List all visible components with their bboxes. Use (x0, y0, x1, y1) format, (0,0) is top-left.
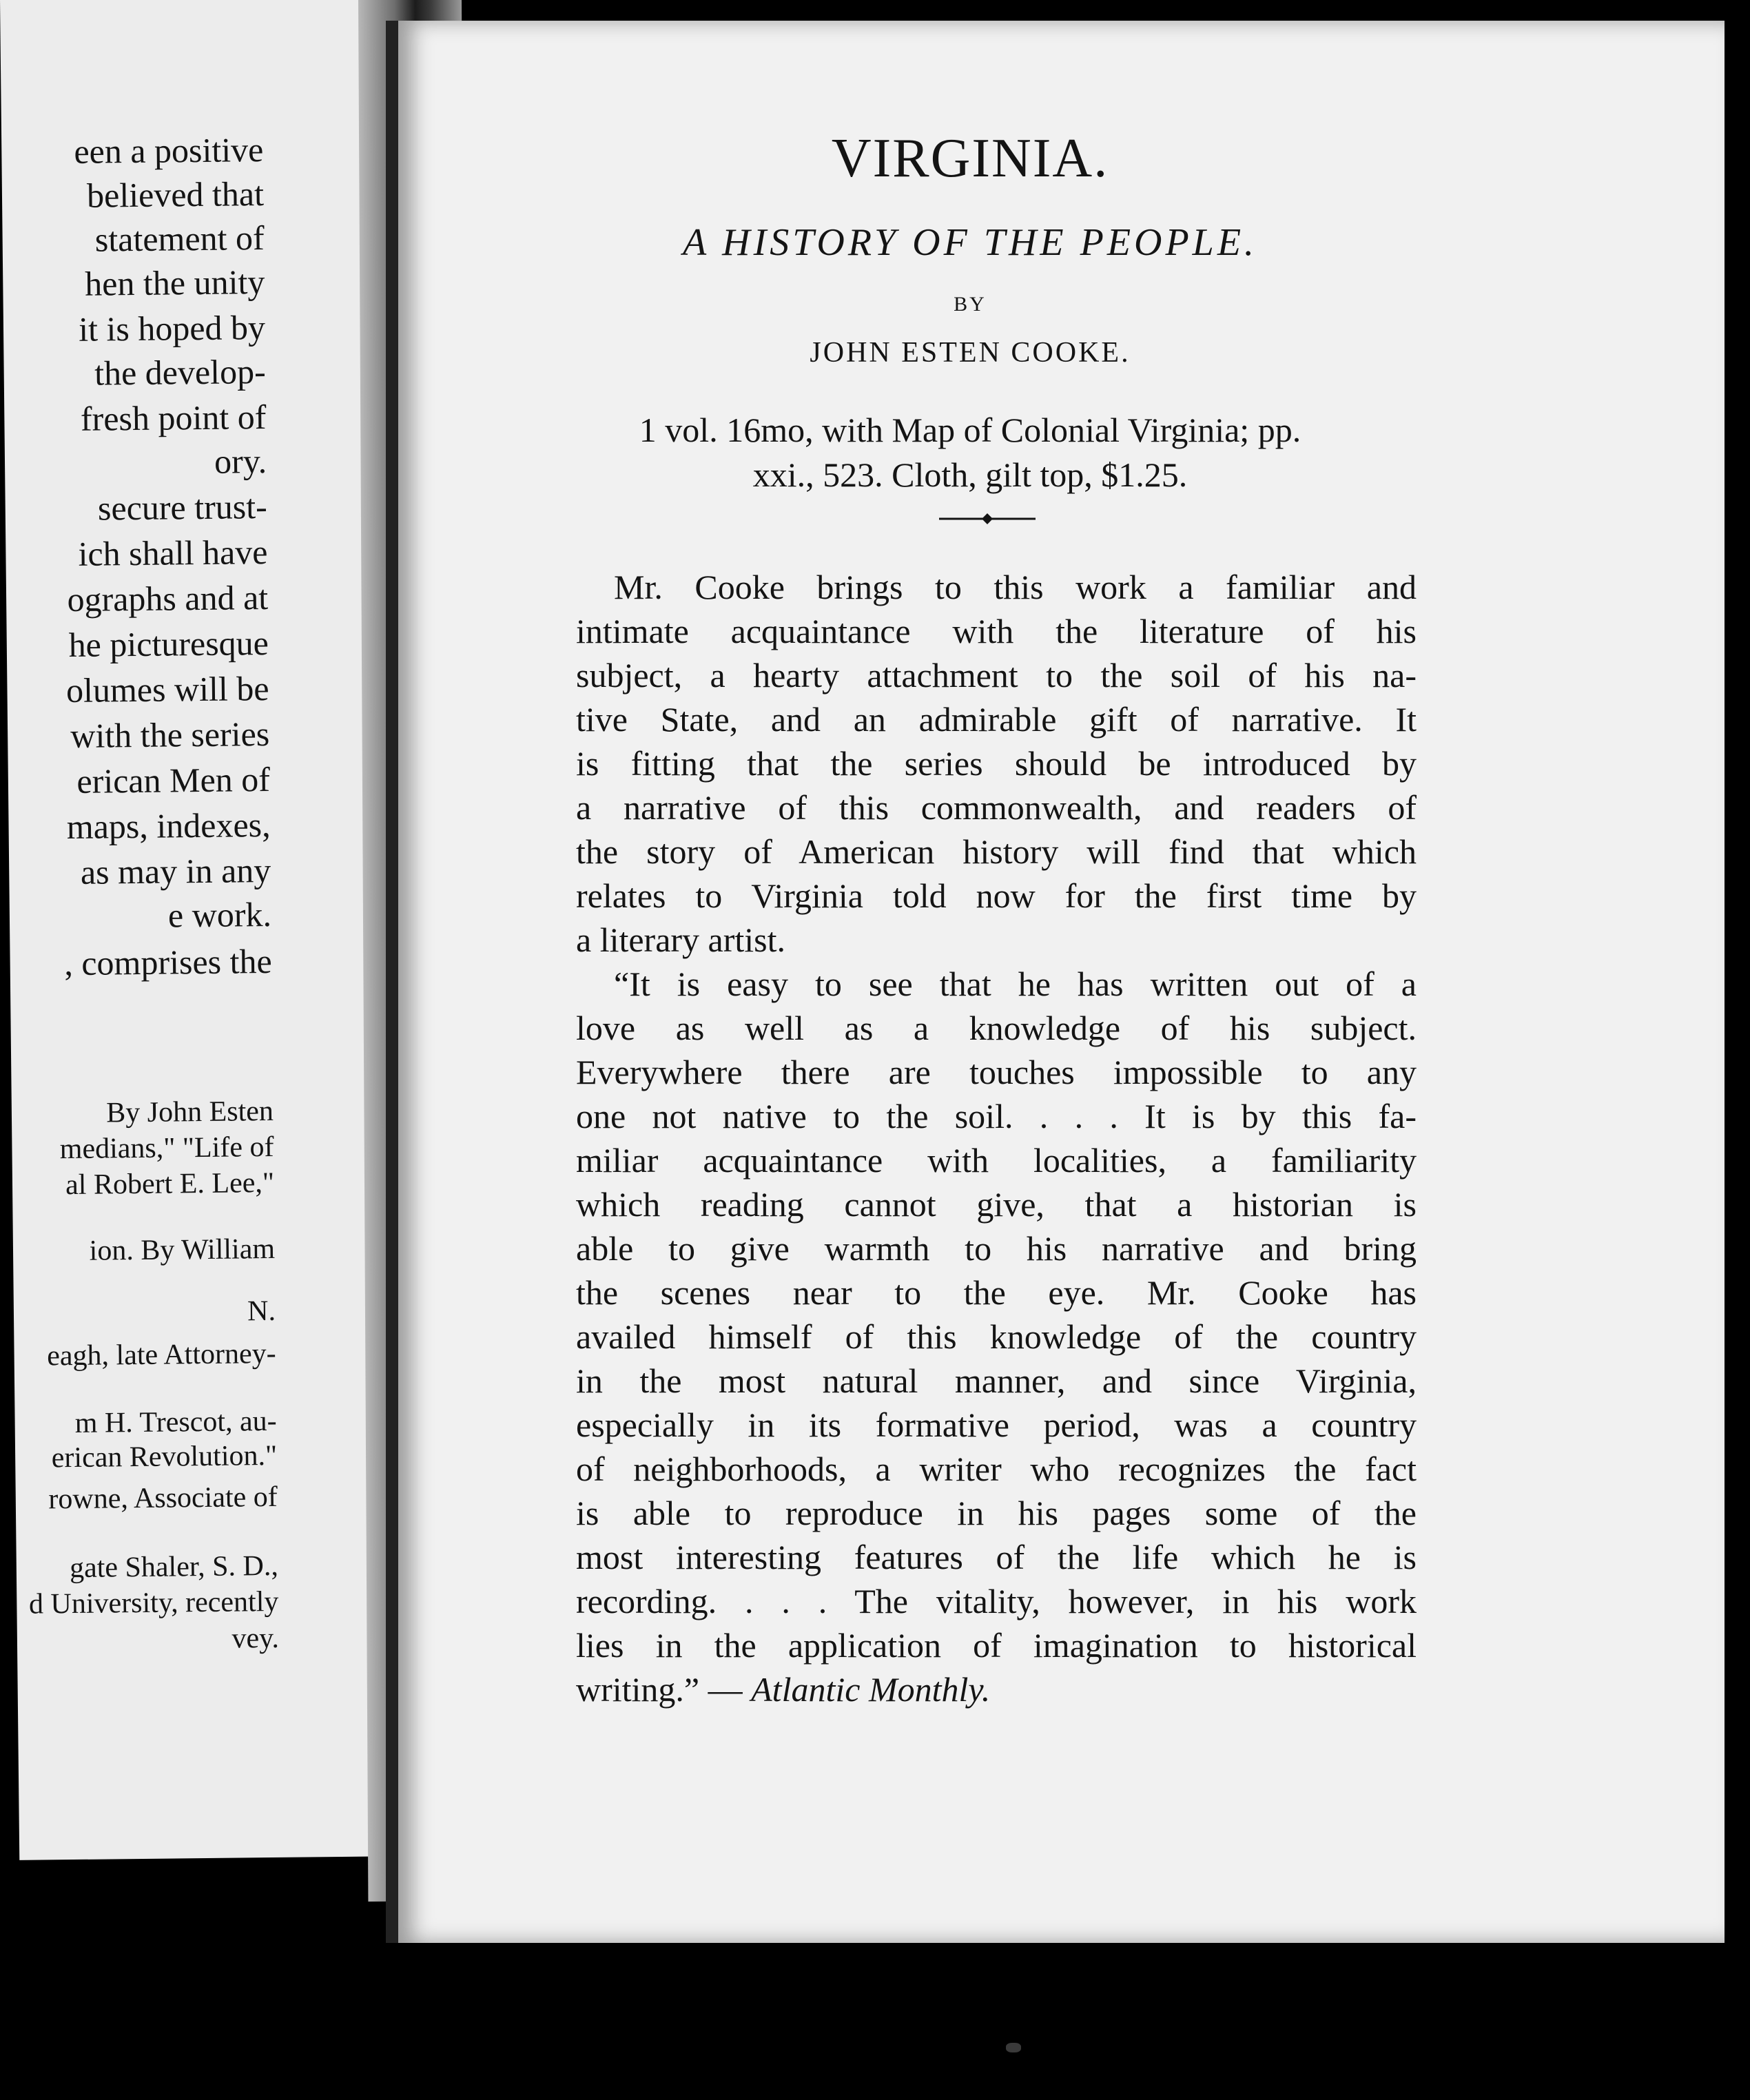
review-line: which reading cannot give, that a historian is (576, 1185, 1417, 1224)
left-page-line: it is hoped by (78, 307, 266, 349)
review-line: love as well as a knowledge of his subject. (576, 1009, 1417, 1047)
ornament-divider-icon (939, 512, 1036, 526)
left-page-line: hen the unity (84, 262, 265, 303)
left-page-line: eagh, late Attorney- (47, 1337, 276, 1372)
left-page-line: een a positive (74, 130, 264, 171)
left-page-line: e work. (167, 894, 272, 935)
left-page-line: gate Shaler, S. D., (69, 1550, 279, 1585)
publication-details-line-1: 1 vol. 16mo, with Map of Colonial Virginia; pp. (639, 411, 1301, 449)
review-line: subject, a hearty attachment to the soil of his na- (576, 656, 1417, 694)
review-line: especially in its formative period, was a country (576, 1406, 1417, 1444)
review-paragraph-2 (576, 962, 1417, 1667)
review-line: miliar acquaintance with localities, a familiarity (576, 1141, 1417, 1180)
review-line: a narrative of this commonwealth, and readers of (576, 788, 1417, 827)
left-page-line: erican Men of (76, 759, 271, 801)
review-line: the story of American history will find that which (576, 832, 1417, 871)
left-page-line: olumes will be (65, 668, 269, 710)
left-page-line: he picturesque (68, 623, 269, 665)
right-page (386, 21, 1725, 1943)
review-line: most interesting features of the life which he is (576, 1538, 1417, 1576)
closing-text: writing.” — (576, 1670, 752, 1709)
left-page-line: rowne, Associate of (48, 1481, 278, 1516)
review-line: one not native to the soil. . . . It is by this fa- (576, 1097, 1417, 1135)
review-paragraph-1 (576, 565, 1417, 962)
left-page-line: d University, recently (28, 1585, 279, 1620)
author-name: JOHN ESTEN COOKE. (810, 337, 1131, 369)
left-page-line: statement of (94, 218, 265, 259)
left-page-line: maps, indexes, (66, 805, 271, 847)
review-line: relates to Virginia told now for the first time by (576, 876, 1417, 915)
scan-speck (1006, 2043, 1021, 2052)
left-page-line: medians," "Life of (59, 1131, 274, 1166)
left-page-line: secure trust- (97, 486, 268, 528)
review-line: tive State, and an admirable gift of narrative. It (576, 700, 1417, 739)
review-line: recording. . . . The vitality, however, in his work (576, 1582, 1417, 1620)
left-page-line: ich shall have (78, 532, 268, 573)
page-subtitle: A HISTORY OF THE PEOPLE. (682, 221, 1258, 264)
review-line: is able to reproduce in his pages some of the (576, 1494, 1417, 1532)
review-line: able to give warmth to his narrative and bring (576, 1229, 1417, 1268)
review-line: “It is easy to see that he has written out of a (614, 965, 1417, 1003)
review-line: lies in the application of imagination to historical (576, 1626, 1417, 1665)
left-page-line: fresh point of (80, 397, 267, 438)
review-line: availed himself of this knowledge of the country (576, 1317, 1417, 1356)
review-line: intimate acquaintance with the literature of his (576, 612, 1417, 650)
left-page-line: m H. Trescot, au- (74, 1405, 277, 1439)
left-page-line: , comprises the (64, 941, 272, 983)
publication-details-line-2: xxi., 523. Cloth, gilt top, $1.25. (752, 455, 1188, 494)
left-page-line: ory. (214, 441, 267, 481)
page-title: VIRGINIA. (831, 128, 1109, 189)
review-line: a literary artist. (576, 920, 786, 959)
left-page (0, 0, 405, 1860)
review-line: Mr. Cooke brings to this work a familiar and (614, 568, 1417, 606)
left-page-line: as may in any (80, 850, 271, 892)
left-page-line: ion. By William (89, 1233, 276, 1267)
review-line: in the most natural manner, and since Virginia, (576, 1361, 1417, 1400)
review-closing-line (576, 1667, 1417, 1711)
left-page-line: N. (247, 1295, 276, 1328)
left-page-text (0, 130, 280, 1655)
by-label: BY (954, 293, 987, 316)
left-page-line: ographs and at (67, 577, 269, 619)
review-line: Everywhere there are touches impossible to any (576, 1053, 1417, 1091)
left-page-line: erican Revolution." (51, 1439, 278, 1474)
review-line: the scenes near to the eye. Mr. Cooke has (576, 1273, 1417, 1312)
left-page-line: the develop- (94, 351, 266, 393)
review-line: is fitting that the series should be introduced by (576, 744, 1417, 783)
left-page-line: vey. (231, 1622, 280, 1655)
left-page-line: with the series (70, 714, 270, 755)
review-body (576, 565, 1417, 1711)
attribution-source: Atlantic Monthly. (751, 1670, 991, 1709)
left-page-line: believed that (86, 174, 265, 215)
left-page-line: al Robert E. Lee," (65, 1166, 275, 1202)
left-page-line: By John Esten (106, 1095, 274, 1129)
review-line: of neighborhoods, a writer who recognizes the fact (576, 1450, 1417, 1488)
